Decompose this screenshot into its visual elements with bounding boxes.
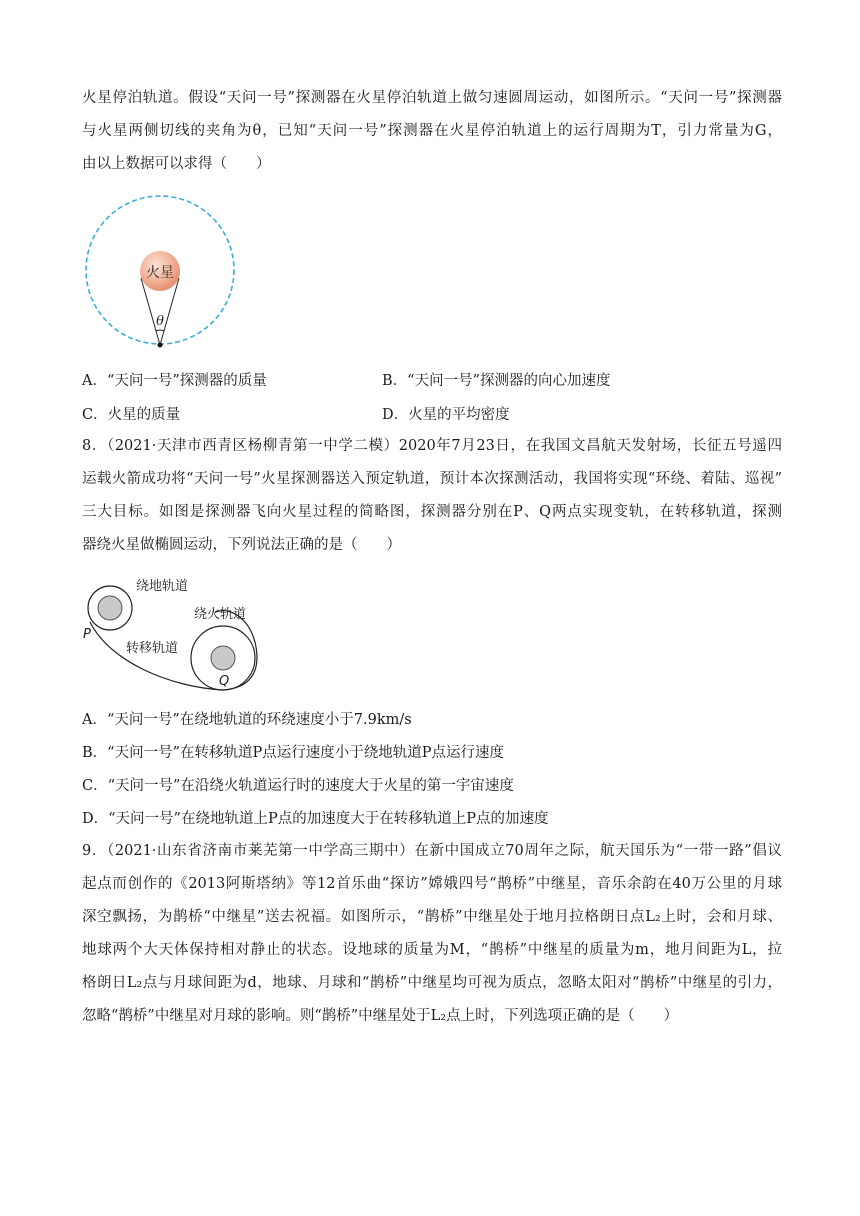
q7-option-b[interactable]: B．“天问一号”探测器的向心加速度 — [382, 373, 611, 389]
q9-line-1: 9．（2021·山东省济南市莱芜第一中学高三期中）在新中国成立70周年之际，航天国乐为“一带一路”倡议 — [82, 843, 782, 859]
q9-line-6: 忽略“鹊桥”中继星对月球的影响。则“鹊桥”中继星处于L₂点上时，下列选项正确的是（ ） — [82, 1008, 679, 1024]
q8-option-c[interactable]: C．“天问一号”在沿绕火轨道运行时的速度大于火星的第一宇宙速度 — [82, 778, 514, 794]
q8-line-2: 运载火箭成功将“天问一号”火星探测器送入预定轨道，预计本次探测活动，我国将实现“环绕、着陆、巡视” — [82, 471, 782, 487]
point-p-label: P — [83, 627, 91, 642]
q8-option-b[interactable]: B．“天问一号”在转移轨道P点运行速度小于绕地轨道P点运行速度 — [82, 745, 504, 761]
theta-label: θ — [156, 314, 164, 329]
q9-line-5: 格朗日L₂点与月球间距为d，地球、月球和“鹊桥”中继星均可视为质点，忽略太阳对“鹊桥”中继星的引力， — [82, 975, 782, 991]
point-q-label: Q — [219, 674, 230, 689]
earth-orbit-label: 绕地轨道 — [136, 579, 189, 594]
earth-body — [98, 596, 122, 620]
q7-option-a[interactable]: A．“天问一号”探测器的质量 — [82, 373, 267, 389]
q9-line-2: 起点而创作的《2013阿斯塔纳》等12首乐曲“探访”嫦娥四号“鹊桥”中继星，音乐余韵在40万公里的月球 — [82, 876, 782, 892]
q8-line-4: 器绕火星做椭圆运动，下列说法正确的是（ ） — [82, 537, 401, 553]
mars-label: 火星 — [146, 265, 174, 281]
q9-line-3: 深空飘扬，为鹊桥“中继星”送去祝福。如图所示，“鹊桥”中继星处于地月拉格朗日点L₂上时，会和月球、 — [82, 909, 782, 925]
mars-orbit-figure — [80, 190, 250, 360]
q7-line-3: 由以上数据可以求得（ ） — [82, 156, 271, 172]
q8-line-1: 8．（2021·天津市西青区杨柳青第一中学二模）2020年7月23日，在我国文昌航天发射场，长征五号遥四 — [82, 438, 782, 454]
q7-line-2: 与火星两侧切线的夹角为θ，已知“天问一号”探测器在火星停泊轨道上的运行周期为T，引力常量为G， — [82, 123, 782, 139]
transfer-orbit-figure — [80, 572, 270, 694]
q9-line-4: 地球两个大天体保持相对静止的状态。设地球的质量为M，“鹊桥”中继星的质量为m，地月间距为L，拉 — [82, 942, 782, 958]
mars-body — [211, 646, 235, 670]
transfer-orbit-label: 转移轨道 — [126, 641, 179, 656]
q8-option-a[interactable]: A．“天问一号”在绕地轨道的环绕速度小于7.9km/s — [82, 712, 412, 728]
angle-arc — [156, 330, 164, 331]
probe-point — [158, 343, 163, 348]
q7-option-d[interactable]: D．火星的平均密度 — [382, 407, 510, 423]
q8-option-d[interactable]: D．“天问一号”在绕地轨道上P点的加速度大于在转移轨道上P点的加速度 — [82, 811, 549, 827]
q7-option-c[interactable]: C．火星的质量 — [82, 407, 181, 423]
q8-line-3: 三大目标。如图是探测器飞向火星过程的简略图，探测器分别在P、Q两点实现变轨，在转移轨道，探测 — [82, 504, 782, 520]
mars-orbit-label: 绕火轨道 — [194, 607, 247, 622]
q7-line-1: 火星停泊轨道。假设“天问一号”探测器在火星停泊轨道上做匀速圆周运动，如图所示。“天问一号”探测器 — [82, 90, 782, 106]
